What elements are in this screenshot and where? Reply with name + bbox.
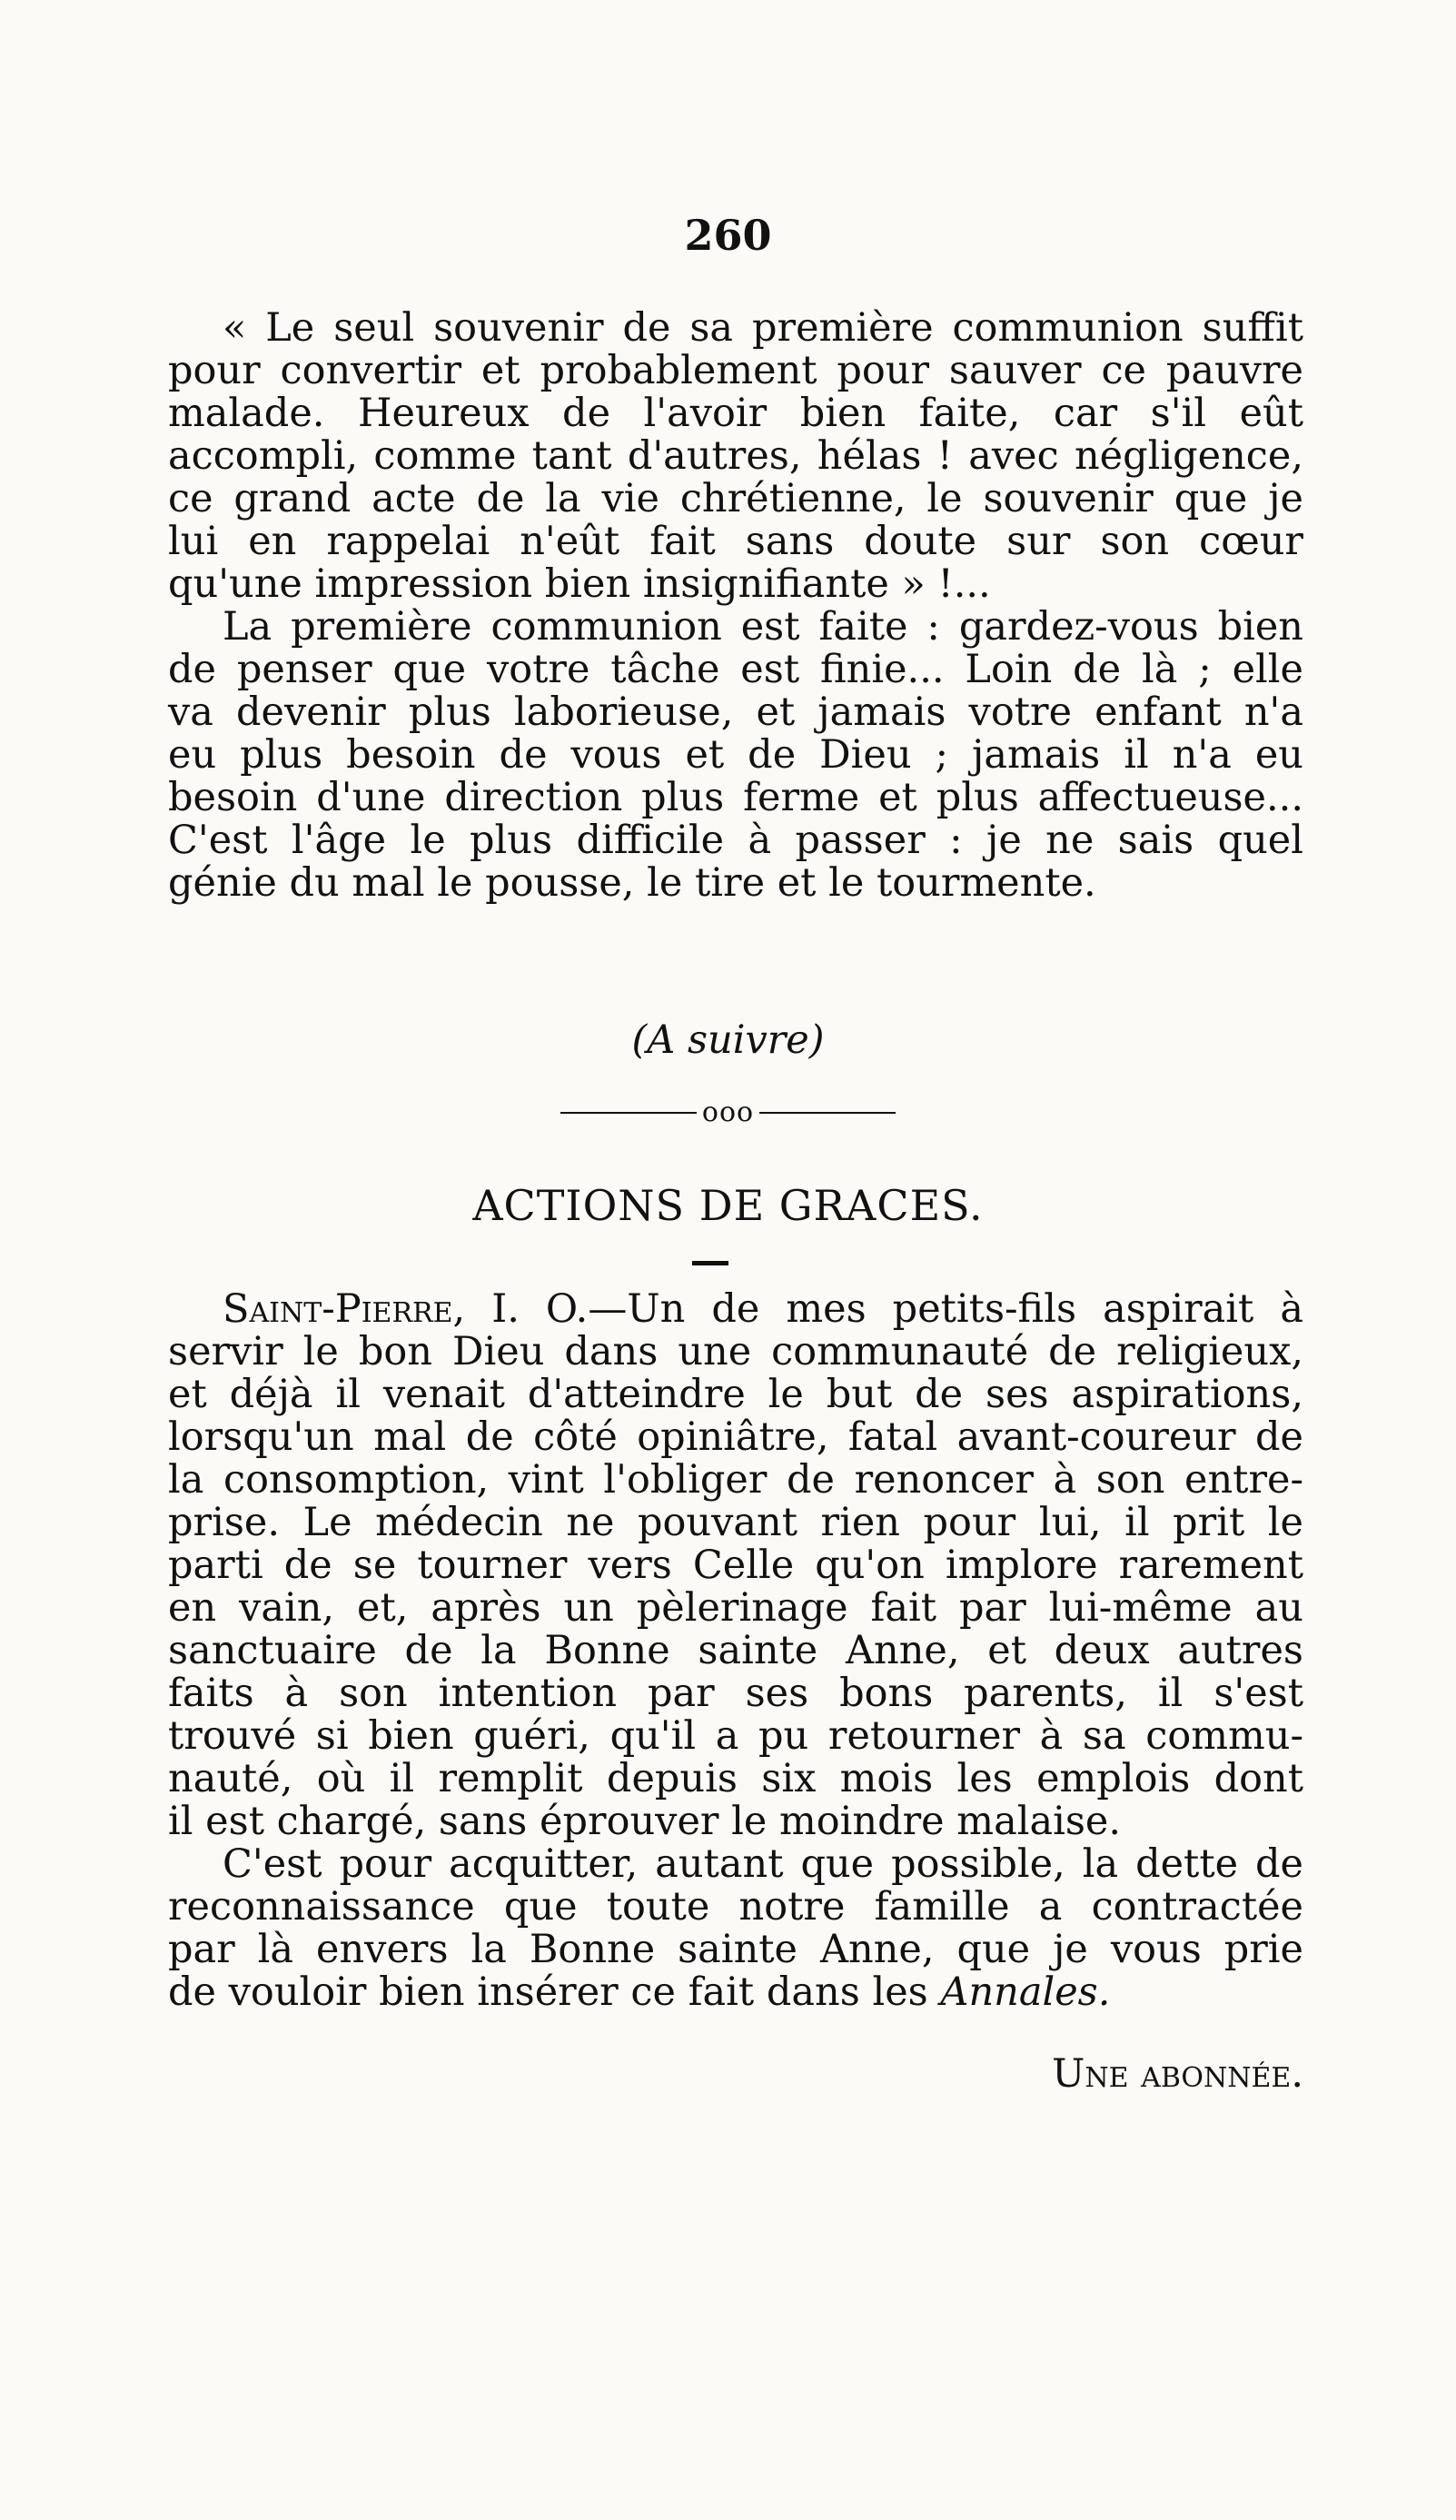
text-line: reconnaissance que toute notre famille a contractée [168, 1884, 1303, 1930]
text-line: servir le bon Dieu dans une communauté de religieux, [168, 1329, 1303, 1374]
text-line: nauté, où il remplit depuis six mois les emplois dont [168, 1756, 1303, 1801]
text-line [168, 1971, 1303, 2014]
text-line: génie du mal le pousse, le tire et le tourmente. [168, 860, 1096, 906]
letter-text [168, 1288, 1303, 2014]
text-line: besoin d'une direction plus ferme et plus affectueuse... [168, 775, 1303, 820]
text-line: accompli, comme tant d'autres, hélas ! avec négligence, [168, 433, 1303, 479]
text-line: la consomption, vint l'obliger de renoncer à son entre- [168, 1457, 1303, 1503]
letter-place: Saint-Pierre, I. O. [223, 1286, 589, 1332]
title-underline [692, 1261, 728, 1265]
separator [0, 1096, 1456, 1128]
text-line: il est chargé, sans éprouver le moindre malaise. [168, 1799, 1122, 1844]
text-line: pour convertir et probablement pour sauver ce pauvre [168, 348, 1303, 393]
text-line: en vain, et, après un pèlerinage fait par lui-même au [168, 1585, 1303, 1631]
text-line-rest: —Un de mes petits-fils aspirait à [588, 1286, 1303, 1332]
text-line: trouvé si bien guéri, qu'il a pu retourner à sa commu- [168, 1713, 1303, 1759]
text-line: qu'une impression bien insignifiante » !... [168, 561, 991, 607]
text-line: et déjà il venait d'atteindre le but de ses aspirations, [168, 1372, 1303, 1417]
text-line: par là envers la Bonne sainte Anne, que je vous prie [168, 1927, 1303, 1972]
separator-rule-left [560, 1112, 697, 1114]
quote-paragraph [168, 307, 1303, 606]
text-line: va devenir plus laborieuse, et jamais votre enfant n'a [168, 690, 1303, 735]
text-line: eu plus besoin de vous et de Dieu ; jamais il n'a eu [168, 732, 1303, 778]
text-line: lui en rappelai n'eût fait sans doute sur son cœur [168, 519, 1303, 564]
a-suivre-note: (A suivre) [631, 1017, 825, 1063]
text-line-start: de vouloir bien insérer ce fait dans les [168, 1969, 928, 2015]
signature: Une abonnée. [1052, 2051, 1303, 2097]
first-communion-paragraph [168, 606, 1303, 905]
text-line: « Le seul souvenir de sa première communion suffit [223, 305, 1303, 351]
text-line: ce grand acte de la vie chrétienne, le souvenir que je [168, 476, 1303, 521]
text-line [168, 1288, 1303, 1331]
text-line: lorsqu'un mal de côté opiniâtre, fatal avant-coureur de [168, 1414, 1303, 1460]
text-line: sanctuaire de la Bonne sainte Anne, et deux autres [168, 1628, 1303, 1673]
text-line: prise. Le médecin ne pouvant rien pour lui, il prit le [168, 1500, 1303, 1545]
text-line: malade. Heureux de l'avoir bien faite, car s'il eût [168, 391, 1303, 436]
text-line: faits à son intention par ses bons parents, il s'est [168, 1671, 1303, 1716]
separator-rule-right [759, 1112, 896, 1114]
letter-paragraph-1 [168, 1288, 1303, 1843]
separator-mark: ooo [701, 1096, 755, 1128]
section-title: ACTIONS DE GRACES. [472, 1181, 984, 1230]
upper-text [168, 307, 1303, 905]
text-line: de penser que votre tâche est finie... Loin de là ; elle [168, 647, 1303, 692]
letter-paragraph-2 [168, 1843, 1303, 2014]
text-line: C'est l'âge le plus difficile à passer : je ne sais quel [168, 818, 1303, 863]
text-line: parti de se tourner vers Celle qu'on implore rarement [168, 1543, 1303, 1588]
page-number: 260 [684, 211, 772, 260]
text-line: C'est pour acquitter, autant que possible, la dette de [223, 1841, 1303, 1887]
annales-word: Annales. [940, 1969, 1111, 2015]
text-line: La première communion est faite : gardez-vous bien [223, 604, 1303, 650]
